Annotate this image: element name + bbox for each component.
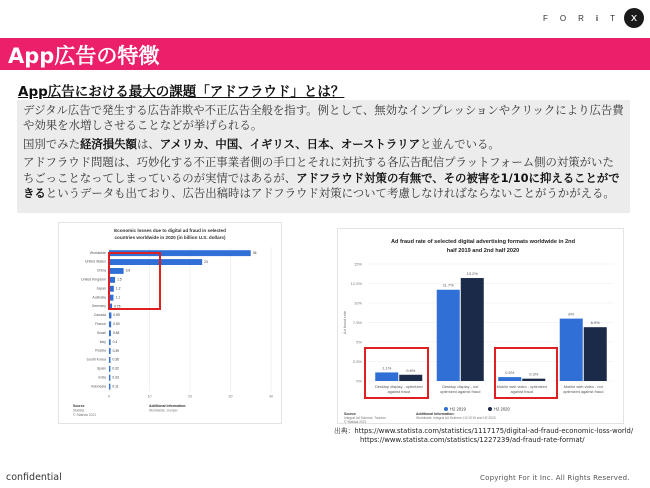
data-label: 0.33	[112, 375, 119, 380]
brand-letter: R	[578, 14, 585, 23]
brand-letter: F	[543, 14, 549, 23]
category-label: United States	[84, 259, 106, 264]
y-axis-label: Ad fraud rate	[342, 310, 347, 335]
data-bar	[109, 366, 110, 372]
slide-title: App広告の特徴	[8, 44, 160, 68]
x-tick-label: 20	[188, 394, 192, 399]
category-label: Italy	[99, 339, 106, 344]
body-paragraph-1: デジタル広告で発生する広告詐欺や不正広告全般を指す。例として、無効なインプレッションやクリックにより広告費や効果を水増しさせることなどが挙げられる。	[23, 103, 624, 133]
data-bar	[109, 330, 111, 336]
data-label: 0.8%	[406, 367, 416, 373]
chart-footer-info: Additional Information:	[416, 412, 455, 416]
highlight-top-countries	[108, 252, 161, 310]
chart-economic-losses	[58, 222, 282, 424]
source-citation	[334, 427, 633, 445]
data-label: 35	[252, 250, 257, 255]
data-label: 1.2	[115, 286, 121, 291]
source-link-2[interactable]: https://www.statista.com/statistics/1227239/ad-fraud-rate-format/	[360, 436, 585, 444]
confidential-label: confidential	[6, 472, 62, 483]
data-label: 3.6	[125, 268, 131, 273]
brand-mark-icon: ⅹ	[624, 8, 644, 28]
data-label: 0.59	[113, 313, 120, 318]
category-label: optimized against fraud	[563, 389, 604, 394]
brand-letter: O	[559, 14, 568, 23]
chart-title-line: Ad fraud rate of selected digital advertising formats worldwide in 2nd	[390, 239, 576, 245]
body-emphasis: アメリカ、中国、イギリス、日本、オーストラリア	[159, 136, 421, 151]
data-label: 0.11	[112, 384, 119, 389]
body-text: 国別でみた	[23, 136, 80, 151]
y-tick-label: 10%	[353, 300, 362, 306]
data-bar	[109, 321, 111, 327]
y-tick-label: 5%	[356, 339, 362, 345]
category-label: Brazil	[97, 330, 106, 335]
body-emphasis: アドフラウド対策の有無で、その被害を1/10に抑えることができる	[23, 170, 620, 201]
body-text: と並んでいる。	[420, 136, 500, 151]
body-emphasis: 経済損失額	[79, 136, 137, 151]
data-label: 6.9%	[590, 320, 600, 326]
category-label: Indonesia	[90, 384, 106, 389]
category-label: India	[98, 375, 106, 380]
category-label: Mobile web video - not	[563, 384, 603, 389]
data-label: 0.53	[113, 322, 120, 327]
category-label: against fraud	[510, 389, 533, 394]
data-bar	[109, 357, 110, 363]
source-label: 出典：	[334, 427, 355, 435]
category-label: China	[96, 268, 106, 273]
data-label: 1.1	[115, 295, 121, 300]
category-label: Spain	[97, 366, 106, 371]
y-tick-label: 15%	[353, 261, 362, 267]
chart-footer-info: Worldwide; Juniper	[149, 408, 178, 413]
data-label: 0.48	[112, 331, 120, 335]
data-label: 13.2%	[466, 271, 478, 277]
legend-label: H2 2019	[450, 406, 466, 412]
y-tick-label: 2.5%	[352, 359, 362, 365]
body-text: というデータも出ており、広告出稿時はアドフラウド対策について考慮しなければならないことがうかがえる。	[45, 186, 615, 201]
title-bar	[0, 38, 650, 70]
chart-footer-source: Integral Ad Science; Tourism	[344, 416, 386, 420]
category-label: optimized against fraud	[440, 389, 481, 394]
chart-footer-info: Additional Information:	[149, 404, 187, 408]
data-bar	[109, 375, 110, 381]
category-label: Germany	[91, 304, 106, 309]
chart-title-line: countries worldwide in 2020 (in billion U.S. dollars)	[114, 235, 226, 240]
chart-footer-source: © Statista 2021	[73, 413, 97, 417]
chart-title-line: half 2019 and 2nd half 2020	[446, 248, 520, 254]
data-label: 1.1%	[382, 365, 392, 371]
data-label: 0.32	[112, 366, 119, 371]
category-label: Russia	[95, 348, 106, 353]
category-label: Desktop display - optimized	[374, 384, 423, 389]
x-tick-label: 40	[269, 394, 273, 399]
data-bar	[109, 348, 111, 354]
category-label: South Korea	[86, 357, 106, 362]
data-label: 0.3%	[529, 371, 539, 377]
chart-footer-source: Statista	[73, 408, 85, 413]
y-tick-label: 12.5%	[350, 281, 362, 287]
data-label: 0.39	[112, 348, 120, 353]
data-label: 0.5%	[505, 370, 515, 376]
body-paragraph-3	[17, 152, 630, 201]
data-label: 0.36	[112, 357, 119, 362]
category-label: United Kingdom	[81, 277, 106, 282]
data-label: 23	[204, 259, 208, 264]
chart-footer-source: Source	[344, 412, 356, 416]
brand-letter: T	[610, 14, 617, 23]
category-label: Desktop display - not	[442, 384, 479, 389]
x-tick-label: 0	[108, 394, 110, 399]
data-bar	[461, 278, 484, 381]
legend-label: H2 2020	[494, 406, 510, 412]
slide-subtitle: App広告における最大の課題「アドフラウド」とは？	[18, 84, 345, 100]
chart-title-line: Economic losses due to digital ad fraud in selected	[114, 228, 226, 233]
category-label: Australia	[92, 295, 106, 300]
chart-footer-info: Worldwide; Integral Ad Science; H2 2019 and H2 2020	[416, 416, 496, 420]
copyright-notice: Copyright For it Inc. All Rights Reserved.	[480, 474, 630, 482]
category-label: Mobile web video - optimized	[496, 384, 547, 389]
legend-marker	[488, 407, 492, 411]
brand-wordmark	[543, 14, 616, 23]
y-tick-label: 0%	[356, 378, 362, 384]
data-label: 0.4	[112, 339, 118, 344]
category-label: France	[95, 322, 106, 326]
data-bar	[584, 327, 607, 381]
chart-economic-losses-svg	[59, 223, 281, 423]
data-bar	[109, 384, 110, 390]
x-tick-label: 30	[228, 394, 233, 399]
data-label: 0.75	[114, 304, 121, 309]
data-bar	[109, 339, 111, 345]
source-link-1[interactable]: https://www.statista.com/statistics/1117175/digital-ad-fraud-economic-loss-world/	[354, 427, 634, 435]
category-label: against fraud	[387, 389, 410, 394]
chart-footer-source: Source	[73, 404, 85, 408]
data-bar	[437, 290, 460, 381]
body-text: は、	[136, 136, 160, 151]
category-label: Canada	[93, 313, 106, 318]
highlight-mobile-optimized	[494, 347, 558, 399]
data-bar	[109, 313, 111, 319]
x-tick-label: 10	[147, 394, 152, 399]
chart-footer-source: © Statista 2021	[344, 420, 367, 423]
category-label: Japan	[96, 286, 106, 291]
y-tick-label: 7.5%	[352, 320, 362, 326]
brand-letter: i	[595, 14, 600, 23]
data-label: 11.7%	[442, 282, 454, 288]
body-paragraph-2	[17, 134, 630, 152]
body-text-box	[17, 100, 630, 213]
legend-marker	[444, 407, 448, 411]
category-label: Worldwide	[89, 250, 106, 255]
data-bar	[560, 319, 583, 381]
body-text: アドフラウド問題は、巧妙化する不正事業者側の手口とそれに対抗する各広告配信プラットフォーム側の対策がいたちごっことなってしまっているのが実情ではあるが、	[23, 155, 614, 185]
data-label: 1.5	[117, 277, 122, 282]
highlight-desktop-optimized	[364, 347, 429, 399]
data-label: 8%	[568, 311, 575, 317]
